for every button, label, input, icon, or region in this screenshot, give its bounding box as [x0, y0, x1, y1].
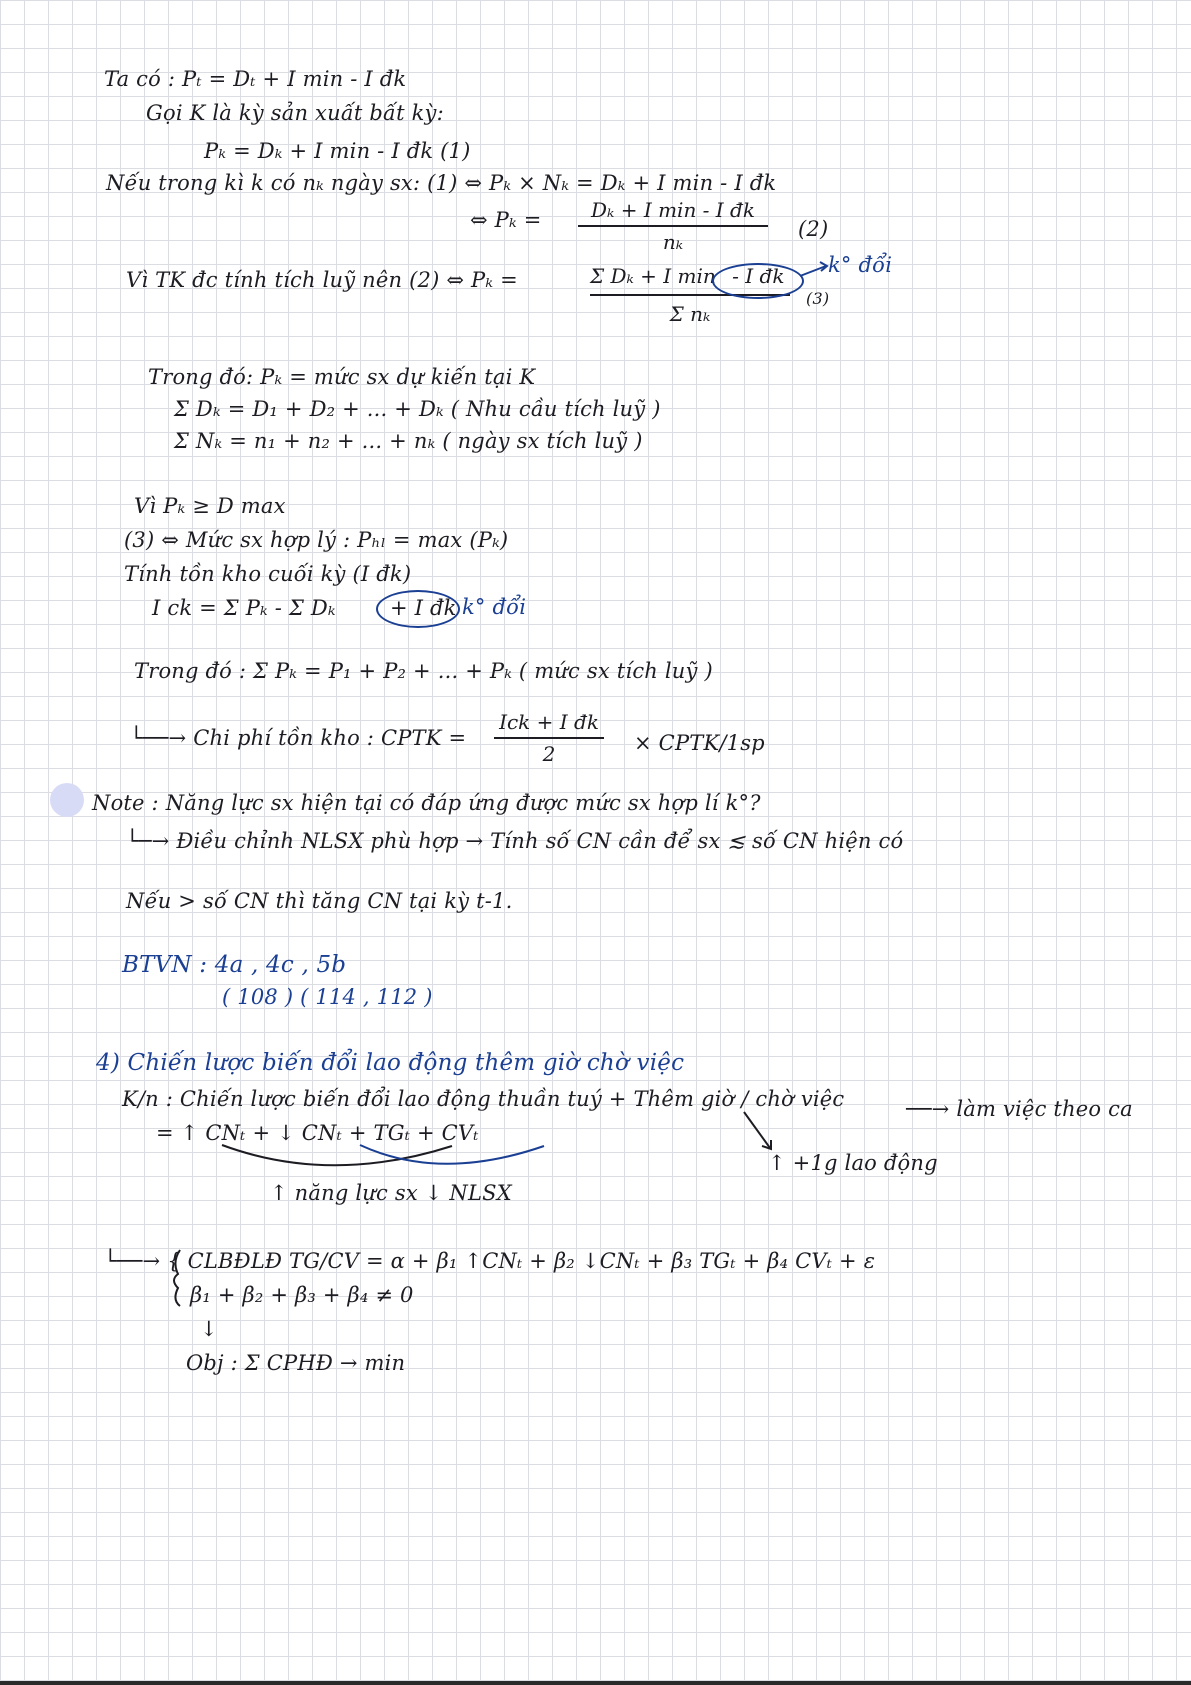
- eq2-lhs: ⇔ Pₖ =: [470, 208, 542, 232]
- line-trong-do-pk: Trong đó: Pₖ = mức sx dự kiến tại K: [148, 365, 536, 389]
- eq3-tag: (3): [806, 289, 830, 308]
- eq2-numerator: Dₖ + I min - I đk: [591, 198, 755, 222]
- line-khai-niem: K/n : Chiến lược biến đổi lao động thuần tuý + Thêm giờ / chờ việc: [122, 1087, 845, 1111]
- highlight-dot: [50, 783, 84, 817]
- eq3-numerator-main: Σ Dₖ + I min: [590, 264, 716, 288]
- note-constant-2: k° đổi: [462, 595, 527, 619]
- note-constant-1: k° đổi: [828, 253, 893, 277]
- eq2-tag: (2): [798, 217, 829, 241]
- eq2-denominator: nₖ: [662, 230, 684, 254]
- eq3-numerator-idk: - I đk: [732, 264, 785, 288]
- line-neu-so-cn: Nếu > số CN thì tăng CN tại kỳ t-1.: [126, 889, 513, 913]
- line-btvn: BTVN : 4a , 4c , 5b: [122, 952, 347, 978]
- line-note-nang-luc: Note : Năng lực sx hiện tại có đáp ứng được mức sx hợp lí k°?: [92, 791, 761, 815]
- cptk-fraction: [494, 710, 604, 766]
- arc-decrease-nl: [360, 1145, 544, 1164]
- circle-plus-idk: [376, 590, 460, 628]
- line-tinh-ton-kho: Tính tồn kho cuối kỳ (I đk): [124, 562, 412, 586]
- line-ick-main: I ck = Σ Pₖ - Σ Dₖ: [152, 596, 336, 620]
- line-beta-constraint: β₁ + β₂ + β₃ + β₄ ≠ 0: [190, 1283, 414, 1307]
- eq3-lhs: Vì TK đc tính tích luỹ nên (2) ⇔ Pₖ =: [126, 268, 518, 292]
- arc-increase-nl: [222, 1145, 452, 1165]
- bottom-border: [0, 1681, 1191, 1685]
- note-lam-viec-theo-ca: ──→ làm việc theo ca: [906, 1097, 1133, 1121]
- line-muc-sx-hop-ly: (3) ⇔ Mức sx hợp lý : Pₕₗ = max (Pₖ): [124, 528, 509, 552]
- circle-minus-idk: [712, 263, 804, 299]
- eq2-fraction: [578, 198, 768, 254]
- arrow-down: ↓: [200, 1317, 218, 1341]
- eq3-denominator: Σ nₖ: [669, 302, 711, 326]
- line-components: = ↑ CNₜ + ↓ CNₜ + TGₜ + CVₜ: [156, 1121, 479, 1145]
- eq2-fraction-bar: [578, 225, 768, 227]
- line-vi-pk-dmax: Vì Pₖ ≥ D max: [134, 494, 286, 518]
- cptk-fraction-bar: [494, 737, 604, 739]
- line-pk-eq1: Pₖ = Dₖ + I min - I đk (1): [204, 139, 471, 163]
- line-sum-nk: Σ Nₖ = n₁ + n₂ + ... + nₖ ( ngày sx tích luỹ ): [174, 429, 643, 453]
- line-btvn-pages: ( 108 ) ( 114 , 112 ): [222, 985, 433, 1009]
- arrow-to-plus-1g: [744, 1112, 770, 1148]
- line-nang-luc-labels: ↑ năng lực sx ↓ NLSX: [270, 1181, 512, 1205]
- line-objective: Obj : Σ CPHĐ → min: [186, 1351, 406, 1375]
- line-neu-trong-ki: Nếu trong kì k có nₖ ngày sx: (1) ⇔ Pₖ × Nₖ = Dₖ + I min - I đk: [106, 171, 777, 195]
- line-ick-idk: + I đk: [390, 596, 457, 620]
- line-ta-co: Ta có : Pₜ = Dₜ + I min - I đk: [104, 67, 407, 91]
- line-cptk-lhs: └──→ Chi phí tồn kho : CPTK =: [130, 726, 467, 750]
- line-cptk-rhs: × CPTK/1sp: [634, 731, 765, 755]
- line-trong-do-sum-pk: Trong đó : Σ Pₖ = P₁ + P₂ + ... + Pₖ ( mức sx tích luỹ ): [134, 659, 713, 683]
- note-plus-1g: ↑ +1g lao động: [768, 1151, 938, 1175]
- arrow-to-note-1: [800, 266, 826, 276]
- line-goi-k: Gọi K là kỳ sản xuất bất kỳ:: [146, 101, 444, 125]
- line-clbdld-equation: └──→ { CLBĐLĐ TG/CV = α + β₁ ↑CNₜ + β₂ ↓CNₜ + β₃ TGₜ + β₄ CVₜ + ε: [104, 1249, 876, 1273]
- line-sum-dk: Σ Dₖ = D₁ + D₂ + ... + Dₖ ( Nhu cầu tích luỹ ): [174, 397, 661, 421]
- cptk-numerator: Ick + I đk: [499, 710, 599, 734]
- heading-section-4: 4) Chiến lược biến đổi lao động thêm giờ chờ việc: [96, 1050, 685, 1076]
- line-dieu-chinh-nlsx: └─→ Điều chỉnh NLSX phù hợp → Tính số CN cần để sx ≲ số CN hiện có: [126, 829, 904, 853]
- cptk-denominator: 2: [542, 742, 556, 766]
